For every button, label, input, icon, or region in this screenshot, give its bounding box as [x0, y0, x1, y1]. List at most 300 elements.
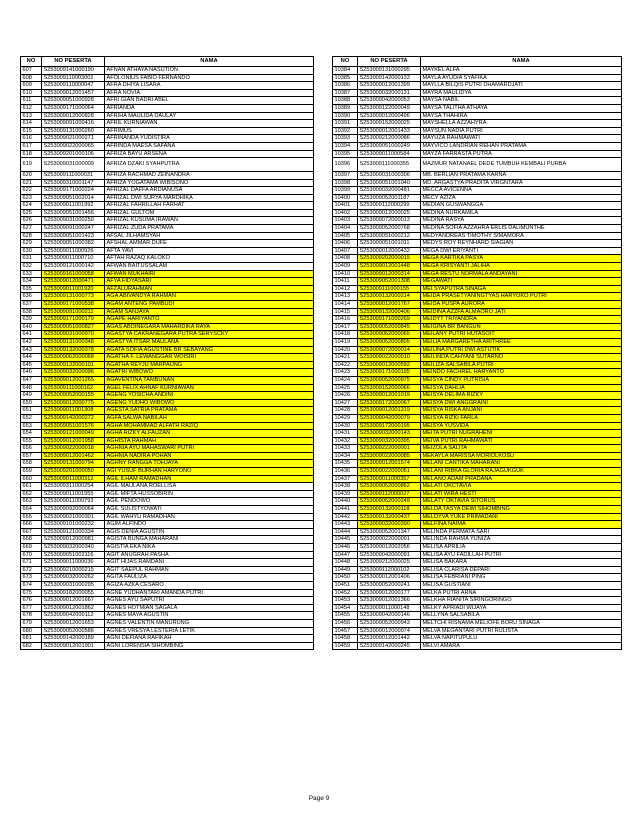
participant-name: MELANO ADAM PRADANA [421, 475, 622, 483]
participant-name: MEGA KARTIKA PASYA [421, 255, 622, 263]
table-row [333, 225, 622, 233]
row-number: 10449 [333, 566, 358, 574]
row-number: 10412 [333, 285, 358, 293]
row-number: 619 [21, 158, 42, 172]
row-number: 661 [21, 483, 42, 491]
participant-number: S253009172000195 [358, 422, 421, 430]
row-number: 10429 [333, 414, 358, 422]
participant-name: AGNES VRESYA LESTERIA LETIK [105, 627, 314, 635]
table-row [333, 194, 622, 202]
participant-name: MEISYA DELIMA RIZKY [421, 392, 622, 400]
row-number: 664 [21, 506, 42, 514]
participant-name: MELDA TASYA DEWI SIHOMBING [421, 506, 622, 514]
row-number: 10404 [333, 225, 358, 233]
table-row [333, 612, 622, 620]
participant-number: S253009031000009 [42, 158, 105, 172]
row-number: 621 [21, 179, 42, 187]
participant-number: S253009111000155 [358, 285, 421, 293]
participant-number: S253009132000378 [42, 346, 105, 354]
participant-number: S253009051001423 [42, 232, 105, 240]
participant-number: S253009012001442 [358, 635, 421, 643]
table-row [21, 589, 314, 597]
row-number: 10407 [333, 247, 358, 255]
row-number: 10459 [333, 642, 358, 650]
table-row [333, 316, 622, 324]
table-row [333, 604, 622, 612]
table-row [333, 217, 622, 225]
row-number: 10448 [333, 559, 358, 567]
table-row [333, 82, 622, 90]
participant-number: S253009012001457 [42, 89, 105, 97]
table-header-row [333, 57, 622, 67]
table-row [333, 142, 622, 150]
table-row [333, 202, 622, 210]
participant-name: MEGAWATI [421, 278, 622, 286]
row-number: 10406 [333, 240, 358, 248]
table-row [333, 399, 622, 407]
table-row [21, 460, 314, 468]
row-number: 658 [21, 460, 42, 468]
participant-name: MEDYS ROY REYNHARD SIAGIAN [421, 240, 622, 248]
table-row [21, 544, 314, 552]
row-number: 10385 [333, 74, 358, 82]
table-row [333, 498, 622, 506]
table-row [333, 521, 622, 529]
participant-number: S253009072000014 [358, 346, 421, 354]
participant-name: MAYSHELLA AZZAHYRA [421, 120, 622, 128]
table-row [21, 369, 314, 377]
participant-number: S253009042000053 [358, 97, 421, 105]
participant-number: S253009012001406 [358, 574, 421, 582]
row-number: 10405 [333, 232, 358, 240]
participant-number: S253009121000142 [42, 263, 105, 271]
participant-number: S253009051000382 [42, 240, 105, 248]
participant-number: S253009012000496 [358, 112, 421, 120]
table-row [21, 384, 314, 392]
row-number: 659 [21, 468, 42, 476]
table-row [21, 179, 314, 187]
table-row [21, 74, 314, 82]
row-number: 648 [21, 384, 42, 392]
participant-name: AFNAN ATHAYA NASUTION [105, 67, 314, 75]
table-row [21, 135, 314, 143]
participant-number: S253009311000254 [42, 483, 105, 491]
participant-name: AGAVENTINA TAMBUNAN [105, 376, 314, 384]
table-row [333, 270, 622, 278]
table-row [21, 483, 314, 491]
participant-name: AFYA FIDYASARI [105, 278, 314, 286]
row-number: 10397 [333, 171, 358, 179]
participant-number: S253009011000312 [42, 475, 105, 483]
participant-number: S253009201000106 [42, 150, 105, 158]
table-row [333, 468, 622, 476]
participant-number: S253009110000047 [42, 82, 105, 90]
participant-name: MAYKEL ALFA [421, 67, 622, 75]
table-row [333, 263, 622, 271]
table-row [21, 574, 314, 582]
participant-name: MELVA MEGANTARI PUTRI RULISTA [421, 627, 622, 635]
participant-name: AGENG YOSICHA ANDINI [105, 392, 314, 400]
participant-name: MEKAYLA MARISSA MORIOLKOSU [421, 452, 622, 460]
participant-name: AGIT HIJAS RAMDANI [105, 559, 314, 567]
table-row [21, 627, 314, 635]
row-number: 676 [21, 597, 42, 605]
participant-number: S253009012000177 [358, 589, 421, 597]
table-row [21, 619, 314, 627]
participant-name: AGESTA SATRIA PRATAMA [105, 407, 314, 415]
participant-name: AFTAH RAZAQ KALOKO [105, 255, 314, 263]
table-row [21, 89, 314, 97]
participant-name: AGHNIA NADIRA POHAN [105, 452, 314, 460]
participant-name: MAYSA NABIL [421, 97, 622, 105]
table-row [21, 301, 314, 309]
participant-number: S253009022000051 [358, 468, 421, 476]
row-number: 647 [21, 376, 42, 384]
header-peserta: NO PESERTA [42, 57, 105, 67]
participant-name: AGNES AYU SAPUTRI [105, 597, 314, 605]
participant-name: MELVA NAPITUPULU [421, 635, 622, 643]
table-row [21, 468, 314, 476]
participant-number: S253009141000190 [42, 67, 105, 75]
participant-number: S253009032000131 [358, 89, 421, 97]
participant-number: S253009121000334 [42, 528, 105, 536]
participant-name: AGIS DENIA AGUSTIN [105, 528, 314, 536]
participant-number: S253009132000437 [358, 513, 421, 521]
table-row [21, 490, 314, 498]
table-row [21, 528, 314, 536]
participant-name: AFZALURAHMAN [105, 285, 314, 293]
row-number: 680 [21, 627, 42, 635]
table-row [333, 422, 622, 430]
participant-number: S253009011000793 [42, 498, 105, 506]
participant-name: MAYSA THAHIRA [421, 112, 622, 120]
table-row [333, 414, 622, 422]
participant-name: MECY AZIZA [421, 194, 622, 202]
participant-name: AFRI GIAN BADRI ABEL [105, 97, 314, 105]
participant-number: S253009112000102 [358, 566, 421, 574]
row-number: 644 [21, 354, 42, 362]
participant-number: S253009152000025 [358, 120, 421, 128]
participant-name: MEILIA MARGARETHA ARITHREE [421, 338, 622, 346]
table-row [21, 414, 314, 422]
participant-name: AFRIZA DZAKI SYAHPUTRA [105, 158, 314, 172]
table-row [333, 135, 622, 143]
row-number: 614 [21, 120, 42, 128]
row-number: 650 [21, 399, 42, 407]
row-number: 10389 [333, 104, 358, 112]
participant-number: S253009031000250 [42, 217, 105, 225]
row-number: 679 [21, 619, 42, 627]
participant-number: S253009052000241 [358, 581, 421, 589]
participant-number: S253009042000112 [42, 612, 105, 620]
participant-number: S253009131000295 [358, 67, 421, 75]
table-row [333, 392, 622, 400]
participant-name: MEDIAN GUSWANGGA [421, 202, 622, 210]
participant-name: AFRIZA RACHMAD ZEINANDRA [105, 171, 314, 179]
participant-name: MAYRA MAULIDYA [421, 89, 622, 97]
table-row [333, 158, 622, 172]
participant-name: AFRIL KURNIAWAN [105, 120, 314, 128]
table-row [21, 612, 314, 620]
participant-number: S253009012001767 [358, 301, 421, 309]
table-row [21, 293, 314, 301]
participant-number: S253009052001347 [358, 528, 421, 536]
participant-name: AGISTIA EKA NIKA [105, 544, 314, 552]
table-row [333, 475, 622, 483]
participant-name: AFTA YAVI [105, 247, 314, 255]
table-row [21, 285, 314, 293]
table-body-left [21, 67, 314, 650]
row-number: 10453 [333, 597, 358, 605]
participant-number: S253009051000827 [42, 323, 105, 331]
participant-number: S253009012000471 [42, 278, 105, 286]
participant-number: S253009131000348 [42, 338, 105, 346]
participant-number: S253009032000143 [358, 430, 421, 438]
participant-name: MEITA PUTRI NUGRAHENI [421, 430, 622, 438]
participant-name: MAYLA AYUDIA SYAFIKA [421, 74, 622, 82]
table-row [21, 331, 314, 339]
row-number: 620 [21, 171, 42, 179]
row-number: 10421 [333, 354, 358, 362]
participant-number: S253009310001147 [42, 179, 105, 187]
row-number: 617 [21, 142, 42, 150]
participant-name: MELISA AYU FADILLAH PUTRI [421, 551, 622, 559]
participant-number: S253009031000295 [42, 581, 105, 589]
participant-number: S253009022000018 [42, 445, 105, 453]
table-row [21, 127, 314, 135]
table-row [333, 74, 622, 82]
participant-name: MAYUZA RAHMAWATI [421, 135, 622, 143]
participant-number: S253009032000096 [42, 369, 105, 377]
participant-number: S253009011001308 [42, 407, 105, 415]
table-row [21, 399, 314, 407]
participant-number: S253009012001433 [358, 127, 421, 135]
participant-number: S253009012000314 [358, 270, 421, 278]
row-number: 667 [21, 528, 42, 536]
table-row [333, 528, 622, 536]
participant-name: MEDYANDREAS TIMOTHY SIMAMORA [421, 232, 622, 240]
row-number: 10439 [333, 490, 358, 498]
row-number: 10414 [333, 301, 358, 309]
table-row [21, 536, 314, 544]
participant-name: AFOLONIUS FABIO FERNANDO [105, 74, 314, 82]
row-number: 10445 [333, 536, 358, 544]
row-number: 10457 [333, 627, 358, 635]
row-number: 636 [21, 293, 42, 301]
participant-name: MEILIZA SALSABILA PUTRI [421, 361, 622, 369]
participant-table-right [332, 56, 622, 650]
participant-name: MEISYA YUSVIDA [421, 422, 622, 430]
participant-number: S253009201000050 [42, 468, 105, 476]
participant-name: AGIT SAEPUL RAHMAN [105, 566, 314, 574]
participant-number: S253009091000211 [42, 308, 105, 316]
table-row [333, 574, 622, 582]
row-number: 651 [21, 407, 42, 415]
participant-number: S253009212000025 [358, 559, 421, 567]
participant-number: S253009212000086 [358, 135, 421, 143]
table-row [21, 392, 314, 400]
participant-number: S253009021000271 [42, 135, 105, 143]
table-row [333, 331, 622, 339]
table-row [21, 422, 314, 430]
participant-number: S253009052000975 [358, 376, 421, 384]
participant-number: S253009032000395 [358, 437, 421, 445]
participant-number: S253009012000025 [358, 209, 421, 217]
row-number: 618 [21, 150, 42, 158]
participant-name: AGENG YUDHO WIBOWO [105, 399, 314, 407]
participant-name: MELISA APRILIA [421, 544, 622, 552]
participant-number: S253009091000247 [42, 225, 105, 233]
header-no: NO [333, 57, 358, 67]
row-number: 654 [21, 430, 42, 438]
table-row [333, 308, 622, 316]
participant-name: AGIM ALFINDO [105, 521, 314, 529]
table-row [333, 642, 622, 650]
participant-name: MELATY OKTAVIA SITORUS [421, 498, 622, 506]
participant-name: MELATI OKCTAVIA [421, 483, 622, 491]
row-number: 615 [21, 127, 42, 135]
participant-name: MEILINDA CAHYANI SUTARNO [421, 354, 622, 362]
participant-number: S253009012001462 [42, 452, 105, 460]
table-row [21, 120, 314, 128]
row-number: 10413 [333, 293, 358, 301]
table-row [21, 323, 314, 331]
participant-name: AGIL SULISTYOWATI [105, 506, 314, 514]
participant-name: AGITA FAULIZA [105, 574, 314, 582]
participant-name: MEISYA DAHLIA [421, 384, 622, 392]
participant-number: S253009012000074 [358, 627, 421, 635]
row-number: 10420 [333, 346, 358, 354]
table-row [333, 581, 622, 589]
row-number: 10387 [333, 89, 358, 97]
participant-number: S253009012001653 [42, 619, 105, 627]
participant-number: S253009210000215 [42, 566, 105, 574]
participant-number: S253009052001187 [358, 194, 421, 202]
table-row [333, 513, 622, 521]
participant-name: AGIZA AZKA CESARO [105, 581, 314, 589]
table-row [333, 150, 622, 158]
table-row [21, 82, 314, 90]
participant-number: S253009012001019 [358, 392, 421, 400]
table-row [333, 506, 622, 514]
table-row [21, 361, 314, 369]
participant-number: S253009142000189 [42, 635, 105, 643]
table-body-right [333, 67, 622, 650]
participant-name: MAYVICO LANDRIAN REHAN PRATAMA [421, 142, 622, 150]
table-row [333, 490, 622, 498]
participant-number: S253009110003002 [42, 74, 105, 82]
participant-name: AGNE YUDHANTARI AMANDA PUTRI [105, 589, 314, 597]
participant-name: AFRIZA YOGATAMA WIBISONO [105, 179, 314, 187]
participant-name: AGHNY RANGGA TOHJAYA [105, 460, 314, 468]
participant-name: MELINDA RAHMA YUNIZA [421, 536, 622, 544]
participant-name: AGIL PENDOWO [105, 498, 314, 506]
row-number: 635 [21, 285, 42, 293]
participant-number: S253009011001992 [42, 202, 105, 210]
table-row [333, 635, 622, 643]
table-row [21, 376, 314, 384]
row-number: 642 [21, 338, 42, 346]
table-row [333, 293, 622, 301]
table-row [333, 445, 622, 453]
participant-number: S253009051002116 [42, 551, 105, 559]
participant-number: S253009222000001 [358, 445, 421, 453]
participant-number: S253009052000768 [358, 225, 421, 233]
participant-number: S253009142000245 [358, 642, 421, 650]
participant-name: AGNI LORENSIA SIHOMBING [105, 642, 314, 650]
table-row [333, 127, 622, 135]
row-number: 10440 [333, 498, 358, 506]
participant-number: S253009152000066 [358, 384, 421, 392]
row-number: 672 [21, 566, 42, 574]
participant-name: AGAM ANTENG PAMBUDI [105, 301, 314, 309]
participant-name: AFRIZAL DAFFA ARDIANUSA [105, 187, 314, 195]
participant-number: S253009171000269 [358, 316, 421, 324]
row-number: 10447 [333, 551, 358, 559]
participant-name: MEILANY PUTRI HUTASOIT [421, 331, 622, 339]
table-row [333, 89, 622, 97]
table-row [21, 635, 314, 643]
participant-name: AGISTA BUNGA MAHARANI [105, 536, 314, 544]
participant-name: MEIGINA BR BANGUN [421, 323, 622, 331]
participant-number: S253009042000091 [358, 551, 421, 559]
participant-number: S253009012001958 [42, 437, 105, 445]
participant-name: MELANI CANTIKA MAHARANI [421, 460, 622, 468]
table-row [21, 338, 314, 346]
row-number: 626 [21, 217, 42, 225]
participant-name: MEIDA PUSPA AURORA [421, 301, 622, 309]
row-number: 10388 [333, 97, 358, 105]
row-number: 10419 [333, 338, 358, 346]
row-number: 657 [21, 452, 42, 460]
row-number: 10386 [333, 82, 358, 90]
table-row [333, 384, 622, 392]
participant-number: S253009012002056 [358, 544, 421, 552]
participant-number: S253009091000416 [42, 120, 105, 128]
table-row [21, 346, 314, 354]
row-number: 10450 [333, 574, 358, 582]
participant-name: MEISYA RISKA ANJANI [421, 407, 622, 415]
row-number: 10443 [333, 521, 358, 529]
row-number: 10390 [333, 112, 358, 120]
table-row [21, 354, 314, 362]
row-number: 652 [21, 414, 42, 422]
participant-name: MEIDA PRASETYANINGTYAS HARYOKO PUTRI [421, 293, 622, 301]
row-number: 646 [21, 369, 42, 377]
row-number: 611 [21, 97, 42, 105]
participant-number: S253009032000340 [42, 544, 105, 552]
participant-name: MELATI WIRA HESTI [421, 490, 622, 498]
participant-name: MEINDO FACHREL HARYANTO [421, 369, 622, 377]
row-number: 10403 [333, 217, 358, 225]
participant-name: MELDYVA YUKE PRIMADANI [421, 513, 622, 521]
participant-name: MELFINA NAIMA [421, 521, 622, 529]
table-row [333, 323, 622, 331]
participant-name: AGNI DEFIANA RAFIKAH [105, 635, 314, 643]
participant-number: S253009111000162 [42, 384, 105, 392]
participant-name: AFRIANDA [105, 104, 314, 112]
participant-number: S253009011000148 [358, 604, 421, 612]
participant-name: MEGA RESTU NORMALA ANDAYANI [421, 270, 622, 278]
row-number: 10446 [333, 544, 358, 552]
row-number: 665 [21, 513, 42, 521]
row-number: 10398 [333, 179, 358, 187]
row-number: 10430 [333, 422, 358, 430]
row-number: 10391 [333, 120, 358, 128]
participant-number: S253009051000212 [358, 232, 421, 240]
row-number: 643 [21, 346, 42, 354]
table-row [21, 430, 314, 438]
